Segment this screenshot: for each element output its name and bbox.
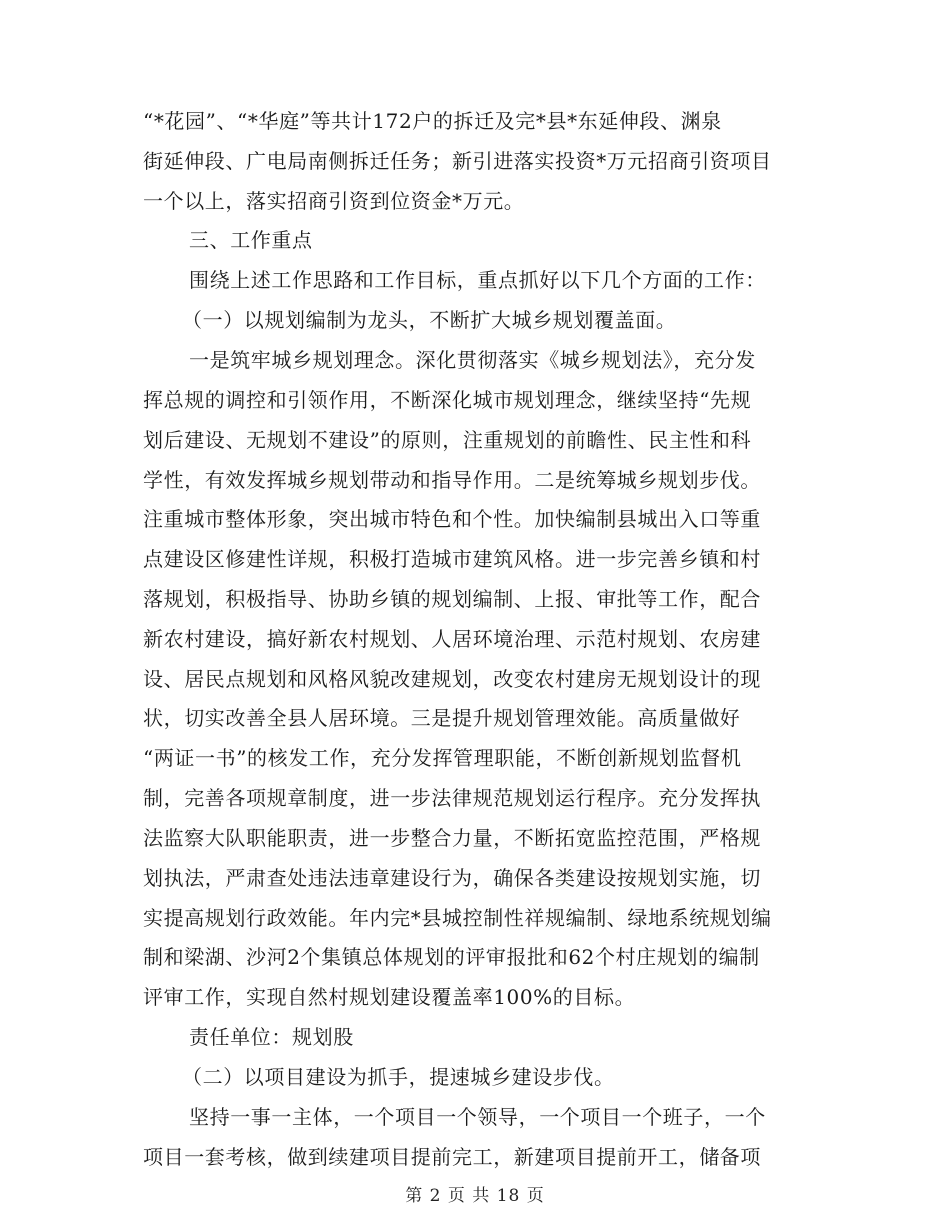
body-line: “*花园”、“*华庭”等共计172户的拆迁及完*县*东延伸段、渊泉 [143, 109, 722, 133]
body-line: 一是筑牢城乡规划理念。深化贯彻落实《城乡规划法》，充分发 [189, 348, 756, 372]
body-line: 学性，有效发挥城乡规划带动和指导作用。二是统筹城乡规划步伐。 [143, 468, 761, 492]
page-number: 第 2 页 共 18 页 [405, 1186, 545, 1206]
body-line: 围绕上述工作思路和工作目标，重点抓好以下几个方面的工作： [189, 268, 766, 292]
subsection-heading: （二）以项目建设为抓手，提速城乡建设步伐。 [182, 1065, 615, 1089]
body-line: 挥总规的调控和引领作用，不断深化城市规划理念，继续坚持“先规 [143, 388, 752, 412]
body-line: “两证一书”的核发工作，充分发挥管理职能，不断创新规划监督机 [143, 746, 742, 770]
body-line: 划执法，严肃查处违法违章建设行为，确保各类建设按规划实施，切 [143, 866, 761, 890]
body-line: 落规划，积极指导、协助乡镇的规划编制、上报、审批等工作，配合 [143, 587, 761, 611]
body-line: 项目一套考核，做到续建项目提前完工，新建项目提前开工，储备项 [143, 1145, 761, 1169]
body-line: 点建设区修建性详规，积极打造城市建筑风格。进一步完善乡镇和村 [143, 547, 761, 571]
body-line: 法监察大队职能职责，进一步整合力量，不断拓宽监控范围，严格规 [143, 826, 761, 850]
body-line: 坚持一事一主体，一个项目一个领导，一个项目一个班子，一个 [189, 1105, 766, 1129]
subsection-heading: （一）以规划编制为龙头，不断扩大城乡规划覆盖面。 [182, 308, 677, 332]
body-line: 制，完善各项规章制度，进一步法律规范规划运行程序。充分发挥执 [143, 786, 761, 810]
body-line: 划后建设、无规划不建设”的原则，注重规划的前瞻性、民主性和科 [143, 428, 752, 452]
body-line: 状，切实改善全县人居环境。三是提升规划管理效能。高质量做好 [143, 706, 741, 730]
section-heading: 三、工作重点 [189, 228, 313, 252]
body-line: 评审工作，实现自然村规划建设覆盖率100%的目标。 [143, 985, 636, 1009]
body-line: 注重城市整体形象，突出城市特色和个性。加快编制县城出入口等重 [143, 507, 761, 531]
body-line: 制和梁湖、沙河2个集镇总体规划的评审报批和62个村庄规划的编制 [143, 945, 760, 969]
body-line: 一个以上，落实招商引资到位资金*万元。 [143, 189, 525, 213]
body-line: 设、居民点规划和风格风貌改建规划，改变农村建房无规划设计的现 [143, 667, 761, 691]
body-line: 新农村建设，搞好新农村规划、人居环境治理、示范村规划、农房建 [143, 627, 761, 651]
body-line: 街延伸段、广电局南侧拆迁任务；新引进落实投资*万元招商引资项目 [143, 149, 772, 173]
body-line: 实提高规划行政效能。年内完*县城控制性祥规编制、绿地系统规划编 [143, 906, 772, 930]
responsible-unit: 责任单位：规划股 [189, 1025, 354, 1049]
